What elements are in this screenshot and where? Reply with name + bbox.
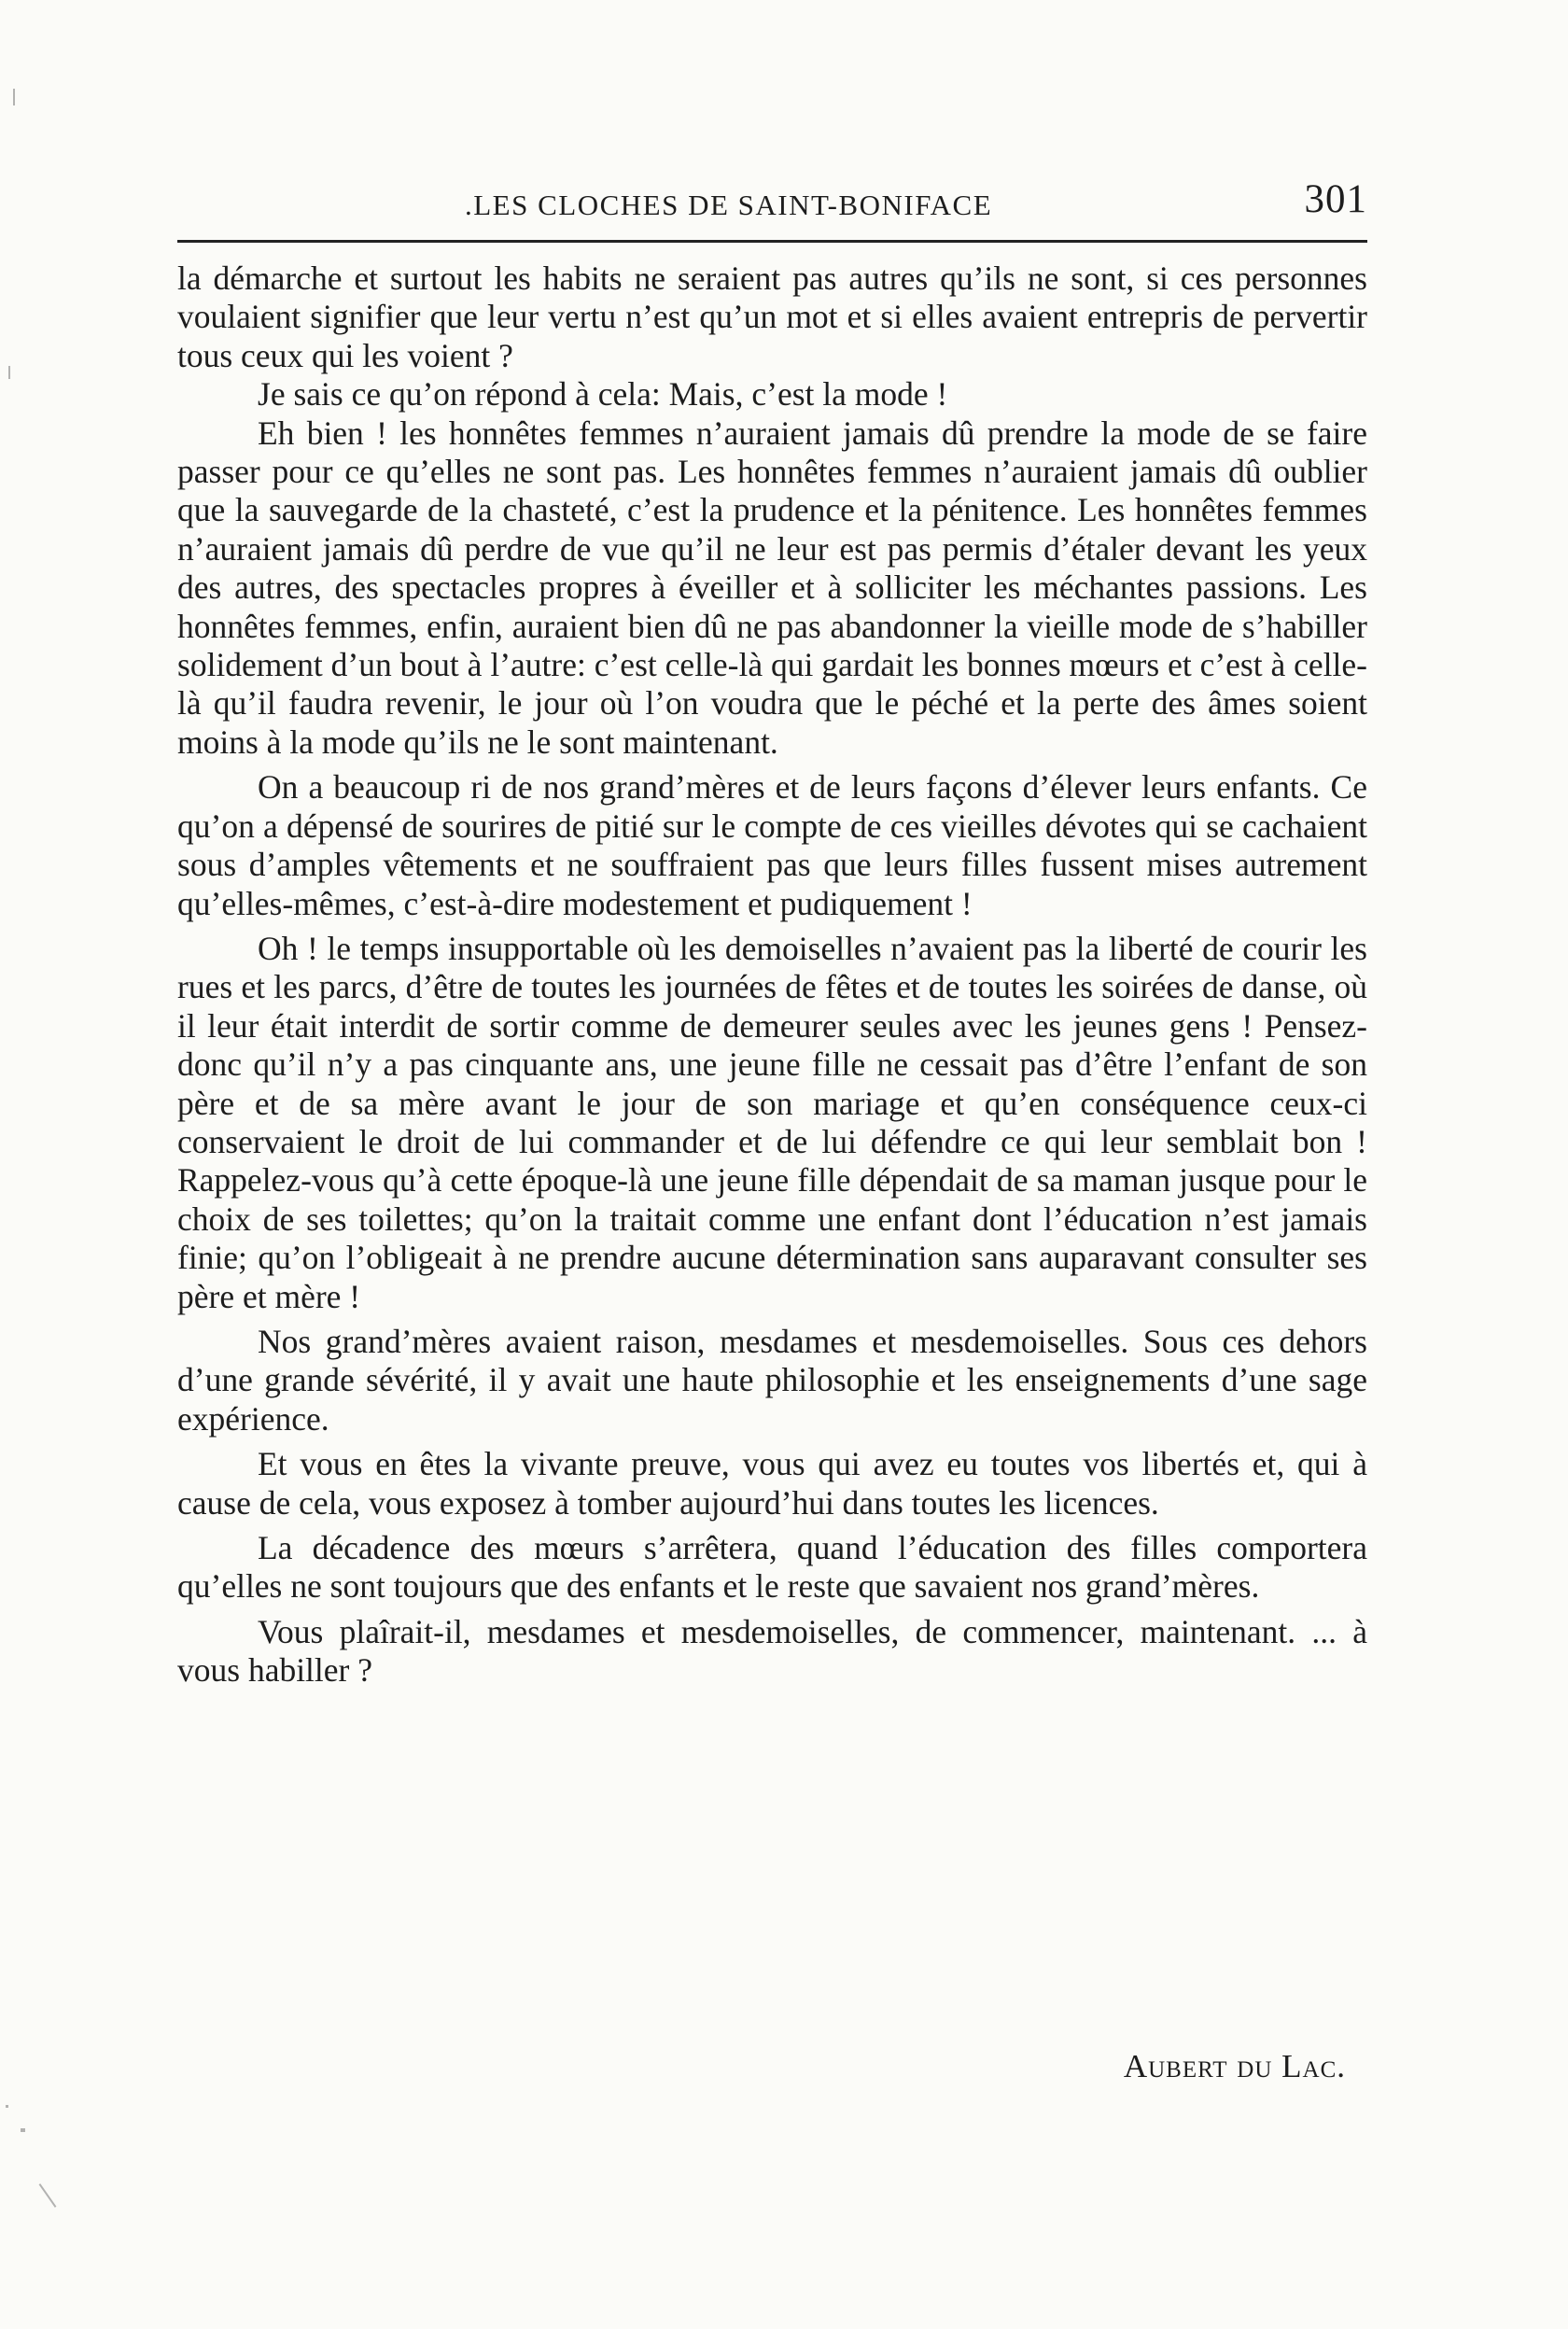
paragraph: La décadence des mœurs s’arrêtera, quand l’éducation des filles comportera qu’elles ne sont toujours que des enfants et le reste que savaient nos grand’mères. <box>177 1529 1367 1606</box>
header-rule <box>177 240 1367 243</box>
margin-speck <box>6 2105 8 2108</box>
paragraph: Vous plaîrait-il, mesdames et mesdemoiselles, de commencer, maintenant. ... à vous habiller ? <box>177 1612 1367 1690</box>
paragraph: Et vous en êtes la vivante preuve, vous qui avez eu toutes vos libertés et, qui à cause de cela, vous exposez à tomber aujourd’hui dans toutes les licences. <box>177 1445 1367 1522</box>
margin-speck <box>21 2128 25 2132</box>
running-title: .LES CLOCHES DE SAINT-BONIFACE <box>465 189 993 221</box>
paragraph-continued: la démarche et surtout les habits ne seraient pas autres qu’ils ne sont, si ces personnes voulaient signifier que leur vertu n’est qu’un mot et si elles avaient entrepris de pervertir tous ceux qui les voient ? <box>177 260 1367 374</box>
paragraph: Je sais ce qu’on répond à cela: Mais, c’est la mode ! <box>258 375 948 414</box>
paragraph: Oh ! le temps insupportable où les demoiselles n’avaient pas la liberté de courir les rues et les parcs, d’être de toutes les journées de fêtes et de toutes les soirées de danse, où il leur était interdit de sortir comme de demeurer seules avec les jeunes gens ! Pensez-donc qu’il n’y a pas cinquante ans, une jeune fille ne cessait pas d’être l’enfant de son père et de sa mère avant le jour de son mariage et qu’en conséquence ceux-ci conservaient le droit de lui commander et de lui défendre ce qui leur semblait bon ! Rappelez-vous qu’à cette époque-là une jeune fille dépendait de sa maman jusque pour le choix de ses toilettes; qu’on la traitait comme une enfant dont l’éducation n’est jamais finie; qu’on l’obligeait à ne prendre aucune détermination sans auparavant consulter ses père et mère ! <box>177 929 1367 1315</box>
margin-speck <box>13 89 15 105</box>
page-header <box>177 179 1367 235</box>
article-body <box>177 260 1367 1691</box>
author-signature: Aubert du Lac. <box>1123 2048 1346 2084</box>
paragraph: Nos grand’mères avaient raison, mesdames et mesdemoiselles. Sous ces dehors d’une grande sévérité, il y avait une haute philosophie et les enseignements d’une sage expérience. <box>177 1322 1367 1438</box>
margin-scratch <box>39 2183 57 2208</box>
paragraph: Eh bien ! les honnêtes femmes n’auraient jamais dû prendre la mode de se faire passer pour ce qu’elles ne sont pas. Les honnêtes femmes n’auraient jamais dû oublier que la sauvegarde de la chasteté, c’est la prudence et la pénitence. Les honnêtes femmes n’auraient jamais dû perdre de vue qu’il ne leur est pas permis d’étaler devant les yeux des autres, des spectacles propres à éveiller et à solliciter les méchantes passions. Les honnêtes femmes, enfin, auraient bien dû ne pas abandonner la vieille mode de s’habiller solidement d’un bout à l’autre: c’est celle-là qui gardait les bonnes mœurs et c’est à celle-là qu’il faudra revenir, le jour où l’on voudra que le péché et la perte des âmes soient moins à la mode qu’ils ne le sont maintenant. <box>177 414 1367 761</box>
margin-speck <box>8 366 10 379</box>
paragraph: On a beaucoup ri de nos grand’mères et de leurs façons d’élever leurs enfants. Ce qu’on a dépensé de sourires de pitié sur le compte de ces vieilles dévotes qui se cachaient sous d’amples vêtements et ne souffraient pas que leurs filles fussent mises autrement qu’elles-mêmes, c’est-à-dire modestement et pudiquement ! <box>177 768 1367 922</box>
page-number: 301 <box>1304 177 1367 221</box>
